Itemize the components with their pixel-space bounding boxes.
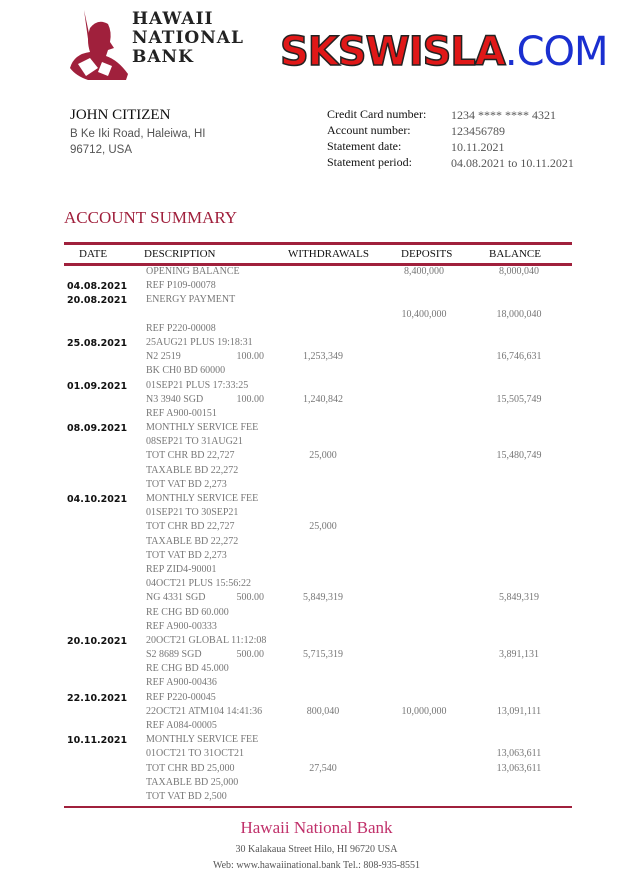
balance-amount: 5,849,319 [499, 592, 539, 604]
footer-address: 30 Kalakaua Street Hilo, HI 96720 USA [235, 844, 398, 855]
logo-line: BANK [132, 47, 194, 67]
table-row [64, 323, 572, 337]
credit-card-label: Credit Card number: [327, 107, 427, 121]
account-number-value: 123456789 [451, 124, 505, 138]
transaction-date: 20.08.2021 [67, 295, 128, 307]
col-header-balance: BALANCE [489, 248, 541, 260]
description-line: REF A084-00005 [146, 720, 217, 731]
description-amount: 500.00 [236, 649, 264, 661]
description-line: REF A900-00436 [146, 677, 217, 689]
table-row [64, 465, 572, 479]
description-line: REF A900-00151 [146, 407, 217, 419]
table-bottom-rule [64, 806, 572, 808]
description-line: 25AUG21 PLUS 19:18:31 [146, 336, 253, 348]
account-summary-title: ACCOUNT SUMMARY [64, 208, 238, 227]
description-line: TOT VAT BD 2,273 [146, 478, 227, 490]
description-line: REP ZID4-90001 [146, 563, 217, 575]
table-row [64, 436, 572, 450]
watermark-suffix: .COM [504, 29, 608, 75]
col-header-deposits: DEPOSITS [401, 248, 453, 260]
table-row [64, 422, 572, 436]
table-row [64, 777, 572, 791]
table-row [64, 266, 572, 280]
description-line: 01SEP21 TO 30SEP21 [146, 507, 239, 519]
statement-date-label: Statement date: [327, 139, 402, 153]
deposit-amount: 10,000,000 [401, 705, 447, 717]
watermark-main: SKSWISLA [280, 29, 505, 75]
description-line: N2 2519 [146, 351, 181, 363]
transaction-date: 08.09.2021 [67, 423, 128, 435]
withdrawal-amount: 5,849,319 [303, 592, 343, 604]
table-row [64, 337, 572, 351]
table-row [64, 692, 572, 706]
balance-amount: 3,891,131 [499, 649, 539, 661]
description-line: RE CHG BD 60.000 [146, 606, 229, 618]
withdrawal-amount: 25,000 [309, 450, 337, 462]
description-line: TOT CHR BD 25,000 [146, 762, 235, 774]
table-row [64, 649, 572, 663]
table-row [64, 507, 572, 521]
table-row [64, 663, 572, 677]
table-row [64, 621, 572, 635]
description-line: REF A900-00333 [146, 620, 217, 632]
description-amount: 100.00 [236, 351, 264, 363]
transaction-date: 20.10.2021 [67, 635, 128, 647]
table-row [64, 521, 572, 535]
description-line: TAXABLE BD 22,272 [146, 464, 239, 476]
transaction-date: 04.10.2021 [67, 494, 128, 505]
description-line: MONTHLY SERVICE FEE [146, 493, 259, 504]
transaction-date: 01.09.2021 [67, 380, 128, 392]
description-line: REF P109-00078 [146, 280, 216, 292]
description-line: 01OCT21 TO 31OCT21 [146, 748, 244, 760]
customer-name: JOHN CITIZEN [70, 107, 171, 123]
withdrawal-amount: 1,240,842 [303, 393, 343, 405]
balance-amount: 13,063,611 [496, 762, 542, 774]
credit-card-value: 1234 **** **** 4321 [451, 108, 556, 122]
statement-date-value: 10.11.2021 [451, 140, 505, 154]
table-row [64, 408, 572, 422]
watermark [280, 30, 608, 74]
withdrawal-amount: 1,253,349 [303, 351, 343, 363]
table-row [64, 607, 572, 621]
table-row [64, 479, 572, 493]
withdrawal-amount: 5,715,319 [303, 649, 343, 661]
table-row [64, 450, 572, 464]
description-line: 20OCT21 GLOBAL 11:12:08 [146, 634, 267, 646]
table-row [64, 791, 572, 805]
footer-contact: Web: www.hawaiinational.bank Tel.: 808-935-8551 [212, 860, 421, 871]
description-line: OPENING BALANCE [146, 266, 240, 277]
description-line: TOT VAT BD 2,273 [146, 549, 227, 561]
description-line: TAXABLE BD 25,000 [146, 776, 239, 788]
bank-logo-warrior-icon [68, 8, 130, 82]
statement-period-label: Statement period: [327, 155, 412, 169]
col-header-date: DATE [79, 248, 108, 260]
deposit-amount: 8,400,000 [404, 266, 444, 277]
table-row [64, 748, 572, 762]
logo-line: HAWAII [132, 9, 214, 29]
description-line: N3 3940 SGD [146, 393, 204, 405]
description-line: ENERGY PAYMENT [146, 294, 236, 306]
description-amount: 500.00 [236, 592, 264, 604]
description-line: RE CHG BD 45.000 [146, 663, 229, 675]
table-row [64, 380, 572, 394]
description-line: 01SEP21 PLUS 17:33:25 [146, 379, 249, 391]
table-row [64, 635, 572, 649]
table-row [64, 550, 572, 564]
table-row [64, 578, 572, 592]
description-line: 08SEP21 TO 31AUG21 [146, 436, 243, 448]
description-line: MONTHLY SERVICE FEE [146, 734, 259, 746]
withdrawal-amount: 25,000 [309, 521, 337, 533]
statement-period-value: 04.08.2021 to 10.11.2021 [451, 156, 574, 170]
balance-amount: 15,505,749 [496, 393, 542, 405]
description-line: TOT VAT BD 2,500 [146, 790, 227, 802]
table-row [64, 564, 572, 578]
customer-address-line2: 96712, USA [70, 144, 133, 156]
withdrawal-amount: 27,540 [309, 762, 337, 774]
table-row [64, 280, 572, 294]
table-row [64, 706, 572, 720]
description-line: REF P220-00008 [146, 322, 216, 334]
balance-amount: 15,480,749 [496, 450, 542, 462]
balance-amount: 13,063,611 [496, 748, 542, 760]
description-line: TOT CHR BD 22,727 [146, 450, 235, 462]
balance-amount: 18,000,040 [496, 308, 542, 320]
transaction-date: 22.10.2021 [67, 692, 128, 704]
table-row [64, 309, 572, 323]
balance-amount: 8,000,040 [499, 266, 539, 277]
description-line: REF P220-00045 [146, 691, 216, 703]
table-row [64, 763, 572, 777]
account-number-label: Account number: [327, 123, 411, 137]
transactions-table [64, 266, 572, 805]
logo-line: NATIONAL [132, 28, 244, 48]
table-row [64, 351, 572, 365]
deposit-amount: 10,400,000 [401, 308, 447, 320]
description-line: BK CH0 BD 60000 [146, 365, 226, 377]
table-row [64, 677, 572, 691]
description-line: 22OCT21 ATM104 14:41:36 [146, 705, 263, 717]
table-row [64, 720, 572, 734]
transaction-date: 04.08.2021 [67, 281, 128, 293]
transaction-date: 10.11.2021 [67, 735, 128, 747]
col-header-description: DESCRIPTION [144, 248, 216, 260]
description-line: MONTHLY SERVICE FEE [146, 422, 259, 434]
withdrawal-amount: 800,040 [306, 705, 340, 717]
transaction-date: 25.08.2021 [67, 337, 128, 349]
footer-bank-name: Hawaii National Bank [240, 818, 393, 837]
table-row [64, 592, 572, 606]
table-row [64, 734, 572, 748]
description-line: NG 4331 SGD [146, 592, 206, 604]
header-top-rule [64, 242, 572, 245]
table-row [64, 294, 572, 308]
customer-address-line1: B Ke Iki Road, Haleiwa, HI [70, 128, 206, 140]
table-row [64, 365, 572, 379]
description-line: 04OCT21 PLUS 15:56:22 [146, 578, 252, 590]
bank-name-logo [132, 10, 244, 67]
table-row [64, 493, 572, 507]
col-header-withdrawals: WITHDRAWALS [288, 248, 369, 260]
description-line: TAXABLE BD 22,272 [146, 535, 239, 547]
table-row [64, 536, 572, 550]
description-line: S2 8689 SGD [146, 649, 202, 661]
balance-amount: 16,746,631 [496, 351, 542, 363]
balance-amount: 13,091,111 [496, 705, 542, 717]
table-row [64, 394, 572, 408]
description-amount: 100.00 [236, 393, 264, 405]
description-line: TOT CHR BD 22,727 [146, 521, 235, 533]
